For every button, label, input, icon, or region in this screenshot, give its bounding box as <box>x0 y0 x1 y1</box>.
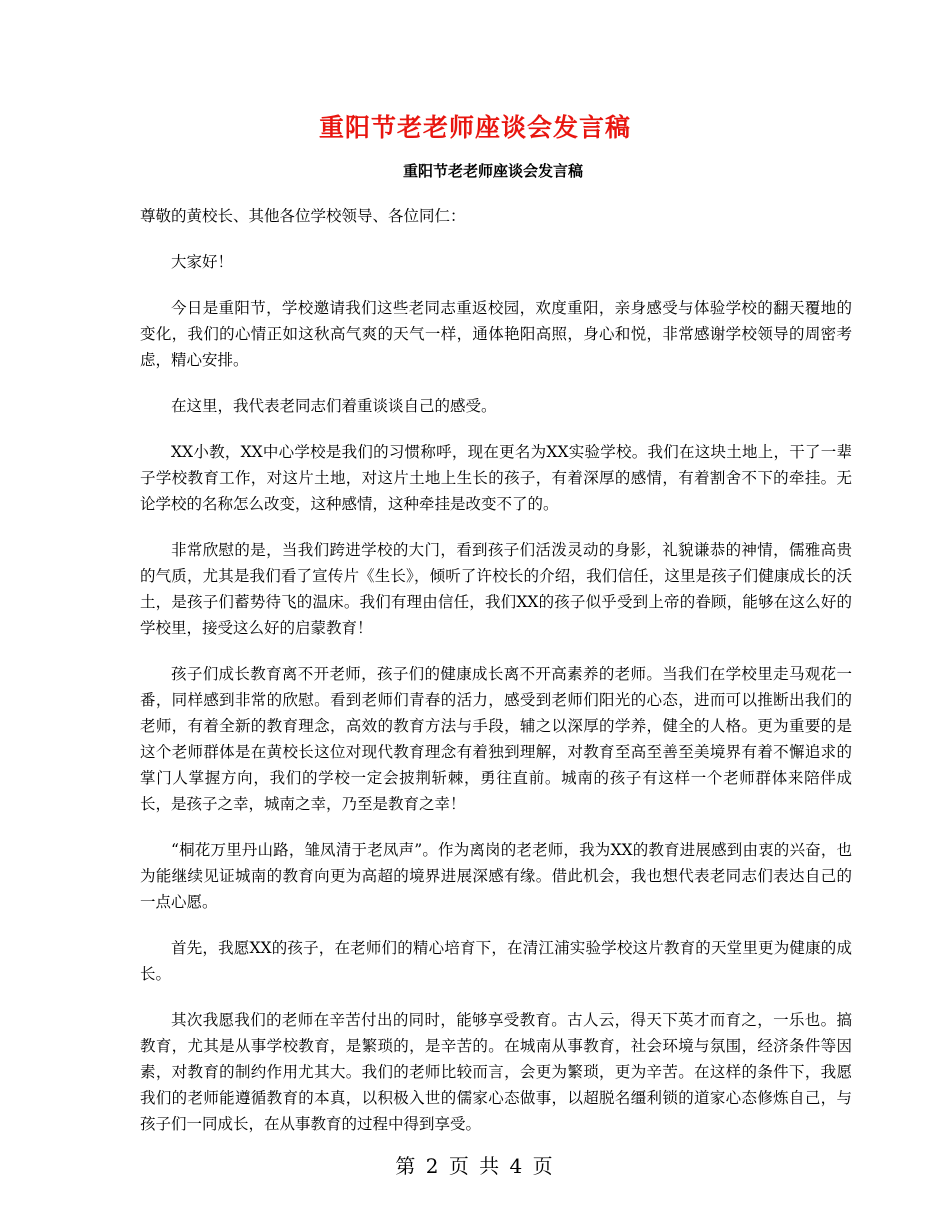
paragraph: 今日是重阳节，学校邀请我们这些老同志重返校园，欢度重阳，亲身感受与体验学校的翻天覆地的变化，我们的心情正如这秋高气爽的天气一样，通体艳阳高照，身心和悦，非常感谢学校领导的周密考虑，精心安排。 <box>140 299 852 369</box>
paragraph: 在这里，我代表老同志们着重谈谈自己的感受。 <box>171 397 497 415</box>
paragraph: XX小教，XX中心学校是我们的习惯称呼，现在更名为XX实验学校。我们在这块土地上，干了一辈子学校教育工作，对这片土地，对这片土地上生长的孩子，有着深厚的感情，有着割舍不下的牵挂。无论学校的名称怎么改变，这种感情，这种牵挂是改变不了的。 <box>140 443 852 513</box>
salutation: 尊敬的黄校长、其他各位学校领导、各位同仁： <box>140 207 466 225</box>
paragraph: 孩子们成长教育离不开老师，孩子们的健康成长离不开高素养的老师。当我们在学校里走马观花一番，同样感到非常的欣慰。看到老师们青春的活力，感受到老师们阳光的心态，进而可以推断出我们的老师，有着全新的教育理念，高效的教育方法与手段，辅之以深厚的学养，健全的人格。更为重要的是这个老师群体是在黄校长这位对现代教育理念有着独到理解，对教育至高至善至美境界有着不懈追求的掌门人掌握方向，我们的学校一定会披荆斩棘，勇往直前。城南的孩子有这样一个老师群体来陪伴成长，是孩子之幸，城南之幸，乃至是教育之幸！ <box>140 665 852 813</box>
paragraph: 非常欣慰的是，当我们跨进学校的大门，看到孩子们活泼灵动的身影，礼貌谦恭的神情，儒雅高贵的气质，尤其是我们看了宣传片《生长》，倾听了许校长的介绍，我们信任，这里是孩子们健康成长的沃土，是孩子们蓄势待飞的温床。我们有理由信任，我们XX的孩子似乎受到上帝的眷顾，能够在这么好的学校里，接受这么好的启蒙教育！ <box>140 541 852 637</box>
paragraph: 大家好！ <box>171 253 234 271</box>
document-body <box>140 203 852 1157</box>
paragraph: 首先，我愿XX的孩子，在老师们的精心培育下，在清江浦实验学校这片教育的天堂里更为健康的成长。 <box>140 939 852 983</box>
paragraph: “桐花万里丹山路，雏凤清于老凤声”。作为离岗的老老师，我为XX的教育进展感到由衷的兴奋，也为能继续见证城南的教育向更为高超的境界进展深感有缘。借此机会，我也想代表老同志们表达自己的一点心愿。 <box>140 841 852 911</box>
page-number: 第 2 页 共 4 页 <box>395 1154 555 1178</box>
paragraph: 其次我愿我们的老师在辛苦付出的同时，能够享受教育。古人云，得天下英才而育之，一乐也。搞教育，尤其是从事学校教育，是繁琐的，是辛苦的。在城南从事教育，社会环境与氛围，经济条件等因素，对教育的制约作用尤其大。我们的老师比较而言，会更为繁琐，更为辛苦。在这样的条件下，我愿我们的老师能遵循教育的本真，以积极入世的儒家心态做事，以超脱名缰利锁的道家心态修炼自己，与孩子们一同成长，在从事教育的过程中得到享受。 <box>140 1011 852 1133</box>
document-subtitle: 重阳节老老师座谈会发言稿 <box>402 162 583 180</box>
document-title: 重阳节老老师座谈会发言稿 <box>318 113 631 142</box>
